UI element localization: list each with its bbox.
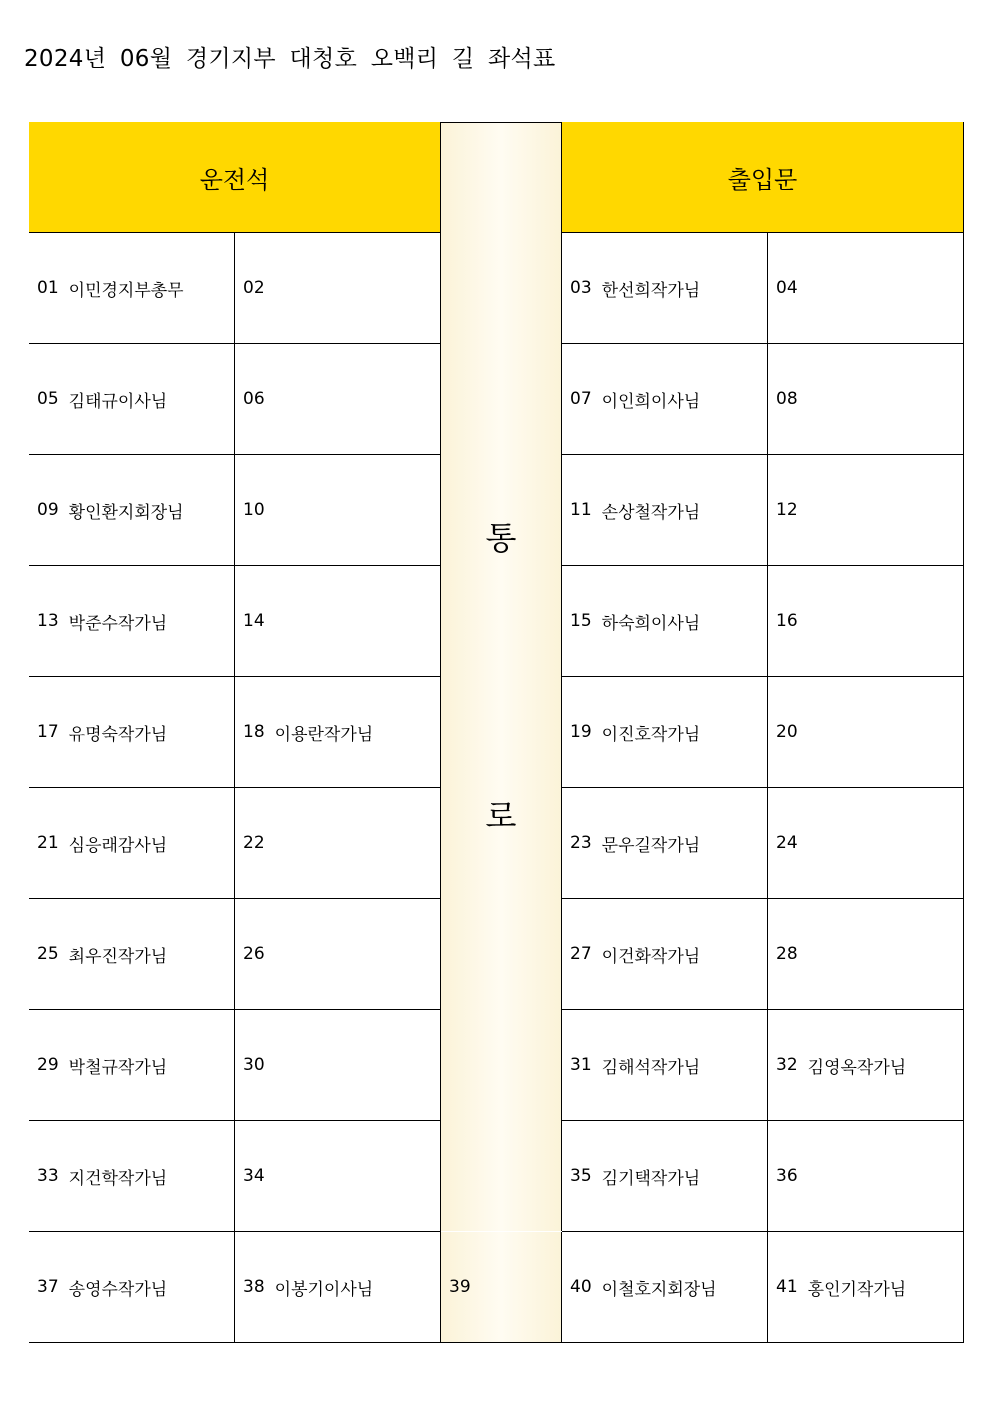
seat-cell (235, 344, 441, 455)
seat-number: 29 (37, 1055, 59, 1075)
aisle-seat: 39 (441, 1232, 562, 1343)
driver-seat-header: 운전석 (29, 122, 441, 233)
seat-cell (768, 1121, 964, 1232)
seat-occupant: 문우길작가님 (601, 835, 701, 856)
seat-number: 21 (37, 833, 59, 853)
seat-number: 16 (776, 611, 798, 631)
seat-occupant: 박준수작가님 (68, 613, 168, 634)
seat-cell (768, 1010, 964, 1121)
seat-occupant: 박철규작가님 (68, 1057, 168, 1078)
seat-cell (768, 899, 964, 1010)
seat-cell (768, 566, 964, 677)
seat-number: 05 (37, 389, 59, 409)
seat-number: 04 (776, 278, 798, 298)
seat-cell (562, 899, 768, 1010)
page-title: 2024년 06월 경기지부 대청호 오백리 길 좌석표 (24, 46, 556, 72)
seat-cell (235, 677, 441, 788)
seat-number: 24 (776, 833, 798, 853)
seat-cell (768, 788, 964, 899)
seat-number: 31 (570, 1055, 592, 1075)
seat-number: 41 (776, 1277, 798, 1297)
seat-occupant: 김해석작가님 (601, 1057, 701, 1078)
seating-chart (29, 122, 964, 1342)
seat-cell (29, 677, 235, 788)
seat-number: 30 (243, 1055, 265, 1075)
seat-cell (562, 677, 768, 788)
seat-cell (768, 344, 964, 455)
seat-cell (562, 1121, 768, 1232)
seat-occupant: 이봉기이사님 (274, 1279, 374, 1300)
seat-cell (768, 233, 964, 344)
seat-number: 34 (243, 1166, 265, 1186)
seat-occupant: 이진호작가님 (601, 724, 701, 745)
seat-cell (562, 566, 768, 677)
seat-cell (29, 899, 235, 1010)
seat-number: 28 (776, 944, 798, 964)
seat-cell (768, 1232, 964, 1343)
seat-occupant: 최우진작가님 (68, 946, 168, 967)
seat-cell (768, 455, 964, 566)
seat-number: 09 (37, 500, 59, 520)
seat-number: 37 (37, 1277, 59, 1297)
aisle (441, 122, 562, 1297)
seat-occupant: 홍인기작가님 (807, 1279, 907, 1300)
seat-occupant: 김기택작가님 (601, 1168, 701, 1189)
seat-occupant: 김영옥작가님 (807, 1057, 907, 1078)
seat-cell (29, 1010, 235, 1121)
seat-number: 07 (570, 389, 592, 409)
seat-number: 36 (776, 1166, 798, 1186)
seat-occupant: 이건화작가님 (601, 946, 701, 967)
seat-number: 01 (37, 278, 59, 298)
aisle-label-bottom: 로 (485, 797, 517, 835)
seat-number: 35 (570, 1166, 592, 1186)
seat-number: 18 (243, 722, 265, 742)
seat-number: 38 (243, 1277, 265, 1297)
aisle-label-top: 통 (485, 519, 517, 557)
seat-number: 17 (37, 722, 59, 742)
seat-number: 08 (776, 389, 798, 409)
seat-cell (235, 1232, 441, 1343)
seat-occupant: 손상철작가님 (601, 502, 701, 523)
seat-number: 27 (570, 944, 592, 964)
seat-occupant: 김태규이사님 (68, 391, 168, 412)
seat-number: 22 (243, 833, 265, 853)
seat-occupant: 심응래감사님 (68, 835, 168, 856)
seat-cell (29, 788, 235, 899)
seat-occupant: 황인환지회장님 (68, 502, 184, 523)
seat-cell (235, 1010, 441, 1121)
seat-cell (562, 1010, 768, 1121)
seat-number: 13 (37, 611, 59, 631)
seat-cell (29, 1121, 235, 1232)
seat-cell (29, 1232, 235, 1343)
seat-cell (562, 788, 768, 899)
seat-number: 23 (570, 833, 592, 853)
seat-occupant: 이철호지회장님 (601, 1279, 717, 1300)
seat-occupant: 하숙희이사님 (601, 613, 701, 634)
seat-number: 14 (243, 611, 265, 631)
seat-cell (235, 899, 441, 1010)
seat-number: 40 (570, 1277, 592, 1297)
seat-cell (562, 455, 768, 566)
seat-cell (29, 455, 235, 566)
seat-number: 33 (37, 1166, 59, 1186)
seat-number: 20 (776, 722, 798, 742)
seat-cell (235, 1121, 441, 1232)
seat-number: 03 (570, 278, 592, 298)
seat-occupant: 한선희작가님 (601, 280, 701, 301)
seat-cell (235, 233, 441, 344)
seat-cell (235, 455, 441, 566)
seat-occupant: 이인희이사님 (601, 391, 701, 412)
seat-cell (562, 344, 768, 455)
seat-cell (29, 566, 235, 677)
seat-occupant: 지건학작가님 (68, 1168, 168, 1189)
seat-number: 25 (37, 944, 59, 964)
seat-number: 02 (243, 278, 265, 298)
seat-cell (562, 1232, 768, 1343)
seat-cell (235, 788, 441, 899)
seat-occupant: 이민경지부총무 (68, 280, 184, 301)
seat-number: 12 (776, 500, 798, 520)
seat-cell (562, 233, 768, 344)
seat-occupant: 송영수작가님 (68, 1279, 168, 1300)
seat-cell (29, 233, 235, 344)
seat-number: 26 (243, 944, 265, 964)
seat-number: 19 (570, 722, 592, 742)
seat-number: 32 (776, 1055, 798, 1075)
seat-cell (768, 677, 964, 788)
seat-occupant: 이용란작가님 (274, 724, 374, 745)
seat-cell (235, 566, 441, 677)
seat-number: 06 (243, 389, 265, 409)
entrance-door-header: 출입문 (562, 122, 964, 233)
seat-occupant: 유명숙작가님 (68, 724, 168, 745)
seat-number: 15 (570, 611, 592, 631)
seat-cell (29, 344, 235, 455)
seat-number: 10 (243, 500, 265, 520)
seat-number: 11 (570, 500, 592, 520)
